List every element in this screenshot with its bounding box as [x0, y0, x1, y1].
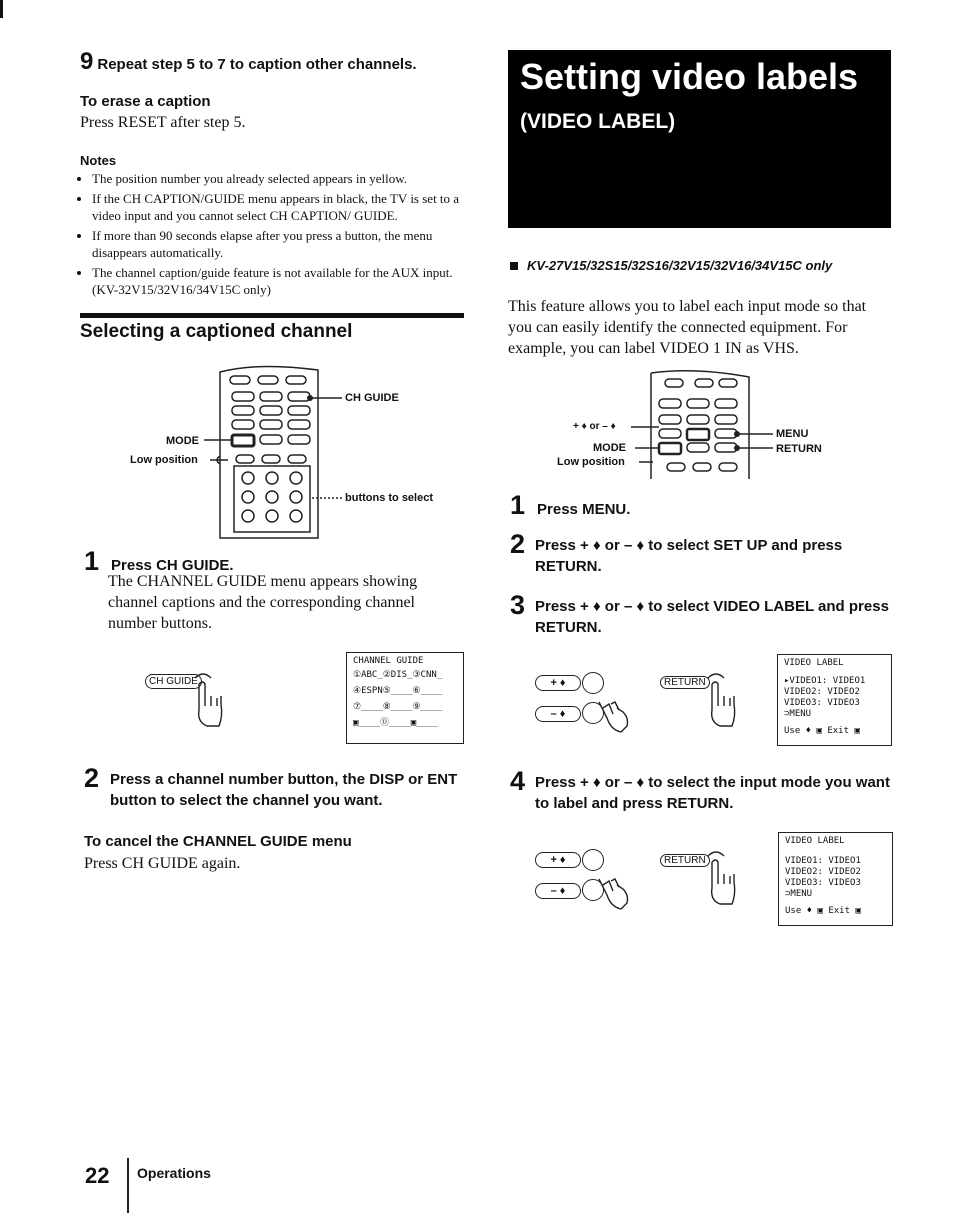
step-number: 2 [510, 529, 526, 559]
notes-heading: Notes [80, 153, 117, 168]
section-rule [80, 313, 464, 318]
erase-heading: To erase a caption [80, 93, 211, 110]
step-title: Press CH GUIDE. [111, 557, 234, 574]
remote-drawing [128, 360, 458, 540]
section-title: Selecting a captioned channel [80, 321, 353, 342]
circle-icon [582, 672, 604, 694]
step-number: 1 [84, 546, 100, 576]
right-step3 [510, 590, 890, 638]
step9 [80, 48, 480, 76]
note-item: • If the CH CAPTION/GUIDE menu appears in black, the TV is set to a video input and you cannot select CH CAPTION/ GUIDE. [92, 190, 477, 224]
screen-line: ④ESPN⑤____⑥____ [353, 686, 443, 696]
page-edge-mark [0, 0, 3, 18]
remote-illustration [128, 360, 458, 540]
low-position-label: Low position [557, 456, 625, 468]
step-text: Press + ♦ or – ♦ to select the input mode you want to label and press RETURN. [535, 774, 890, 812]
menu-label: MENU [776, 428, 809, 440]
ch-guide-button-illustration [145, 670, 225, 730]
step-number: 9 [80, 48, 94, 75]
hand-icon [702, 670, 738, 730]
screen-footer: Use ♦ ▣ Exit ▣ [784, 726, 860, 736]
return-button: RETURN [660, 676, 710, 689]
screen-line: ⑦____⑧____⑨____ [353, 702, 443, 712]
step-number: 3 [510, 590, 526, 620]
low-position-label: Low position [130, 454, 198, 466]
title-banner [508, 50, 891, 228]
intro-text: This feature allows you to label each input mode so that you can easily identify the connected equipment. For example, you can label VIDEO 1 IN as VHS. [508, 298, 867, 357]
note-item: • If more than 90 seconds elapse after you press a button, the menu disappears automatically. [92, 227, 477, 261]
step-text: Repeat step 5 to 7 to caption other channels. [97, 56, 417, 73]
video-label-screen-2 [778, 832, 893, 926]
screen-line: ⊃MENU [785, 889, 813, 899]
screen-line: VIDEO2: VIDEO2 [785, 867, 861, 877]
screen-title: CHANNEL GUIDE [353, 656, 424, 666]
models-text: KV-27V15/32S15/32S16/32V15/32V16/34V15C only [527, 258, 833, 273]
erase-text: Press RESET after step 5. [80, 114, 246, 131]
screen-line: VIDEO3: VIDEO3 [784, 698, 860, 708]
hand-icon [702, 848, 738, 908]
return-label: RETURN [776, 443, 822, 455]
ch-guide-button: CH GUIDE [145, 674, 202, 689]
step-text: Press MENU. [537, 501, 631, 518]
note-item: • The channel caption/guide feature is not available for the AUX input. (KV-32V15/32V16/34V15C only) [92, 264, 477, 298]
page-number: 22 [85, 1163, 110, 1188]
screen-line: ▣____⓪____▣____ [353, 718, 438, 728]
left-step1-text: The CHANNEL GUIDE menu appears showing channel captions and the corresponding channel number buttons. [108, 573, 418, 632]
minus-button: – ♦ [535, 706, 581, 722]
mode-label: MODE [166, 435, 199, 447]
step-text: Press + ♦ or – ♦ to select SET UP and press RETURN. [535, 537, 843, 575]
plus-minus-buttons-illustration [533, 845, 643, 913]
right-step4 [510, 766, 890, 814]
footer-divider [127, 1158, 129, 1213]
step-number: 2 [84, 763, 100, 793]
plus-minus-buttons-illustration [533, 668, 643, 736]
footer-section: Operations [137, 1165, 211, 1181]
right-step2 [510, 529, 890, 577]
note-item: • The position number you already selected appears in yellow. [92, 170, 477, 187]
right-step1 [510, 490, 890, 521]
step-text: Press + ♦ or – ♦ to select VIDEO LABEL and press RETURN. [535, 598, 889, 636]
video-label-screen-1 [777, 654, 892, 746]
remote-illustration-right [555, 367, 855, 482]
cancel-text: Press CH GUIDE again. [84, 855, 241, 872]
return-button-illustration [660, 670, 740, 730]
return-button-illustration [660, 848, 740, 908]
step-text: Press a channel number button, the DISP or ENT button to select the channel you want. [110, 771, 458, 809]
plus-button: + ♦ [535, 675, 581, 691]
return-button: RETURN [660, 854, 710, 867]
banner-subtitle: (VIDEO LABEL) [520, 110, 676, 133]
plus-minus-label: + ♦ or – ♦ [573, 421, 616, 432]
screen-line: VIDEO2: VIDEO2 [784, 687, 860, 697]
screen-title: VIDEO LABEL [785, 836, 845, 846]
plus-button: + ♦ [535, 852, 581, 868]
hand-icon [189, 670, 225, 730]
screen-title: VIDEO LABEL [784, 658, 844, 668]
screen-line: ⊃MENU [784, 709, 812, 719]
screen-line: VIDEO3: VIDEO3 [785, 878, 861, 888]
ch-guide-label: CH GUIDE [345, 392, 399, 404]
screen-line: ▸VIDEO1: VIDEO1 [784, 676, 866, 686]
screen-line: ①ABC_②DIS_③CNN_ [353, 670, 443, 680]
screen-footer: Use ♦ ▣ Exit ▣ [785, 906, 861, 916]
models-line [510, 257, 910, 275]
notes-list [80, 170, 477, 301]
cancel-heading: To cancel the CHANNEL GUIDE menu [84, 833, 352, 850]
hand-icon [595, 873, 631, 913]
step-number: 1 [510, 490, 526, 520]
banner-title: Setting video labels [520, 56, 859, 97]
circle-icon [582, 849, 604, 871]
left-step2 [84, 763, 474, 811]
mode-label: MODE [593, 442, 626, 454]
hand-icon [595, 696, 631, 736]
screen-line: VIDEO1: VIDEO1 [785, 856, 861, 866]
minus-button: – ♦ [535, 883, 581, 899]
step-number: 4 [510, 766, 526, 796]
channel-guide-screen [346, 652, 464, 744]
bullet-square-icon [510, 262, 518, 270]
buttons-to-select-label: buttons to select [345, 492, 434, 504]
